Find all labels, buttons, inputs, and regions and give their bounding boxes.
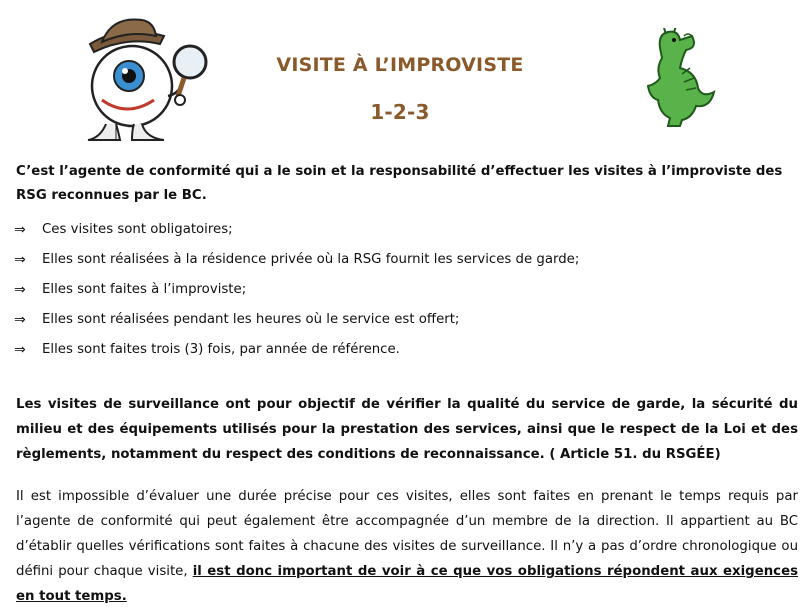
arrow-icon: ⇒ [14,312,26,328]
objective-paragraph: Les visites de surveillance ont pour objectif de vérifier la qualité du service de garde, la sécurité du milieu et des équipements utilisés pour la prestation des services, ainsi que le respect de la Loi et des règlements, notamment du respect des conditions de reconnaissance. ( Article 51. du RSGÉE) [16,397,798,462]
duration-paragraph: Il est impossible d’évaluer une durée précise pour ces visites, elles sont faites en prenant le temps requis par l’agente de conformité qui peut également être accompagnée d’un membre de la direction. Il appartient au BC d’établir quelles vérifications sont faites à chacune des visites de surveillance. Il n’y a pas d’ordre chronologique ou défini pour chaque visite, il est donc important de voir à ce que vos obligations répondent aux exigences en tout temps. [16,489,798,604]
intro-paragraph: C’est l’agente de conformité qui a le soin et la responsabilité d’effectuer les visites à l’improviste des RSG reconnues par le BC. [16,164,783,203]
arrow-icon: ⇒ [14,252,26,268]
important-note: il est donc important de voir à ce que vos obligations répondent aux exigences en tout temps. [16,564,798,604]
list-item: ⇒ Elles sont réalisées pendant les heures où le service est offert; [14,308,579,338]
page-subtitle: 1-2-3 [370,100,430,124]
dragon-icon [630,28,720,128]
list-item: ⇒ Elles sont faites à l’improviste; [14,278,579,308]
arrow-icon: ⇒ [14,342,26,358]
page-title: VISITE À L’IMPROVISTE [276,54,524,76]
arrow-icon: ⇒ [14,282,26,298]
arrow-icon: ⇒ [14,222,26,238]
list-item: ⇒ Ces visites sont obligatoires; [14,218,579,248]
list-item: ⇒ Elles sont faites trois (3) fois, par année de référence. [14,338,579,368]
detective-eye-icon [72,14,222,146]
bullet-list [14,218,579,368]
list-item: ⇒ Elles sont réalisées à la résidence privée où la RSG fournit les services de garde; [14,248,579,278]
